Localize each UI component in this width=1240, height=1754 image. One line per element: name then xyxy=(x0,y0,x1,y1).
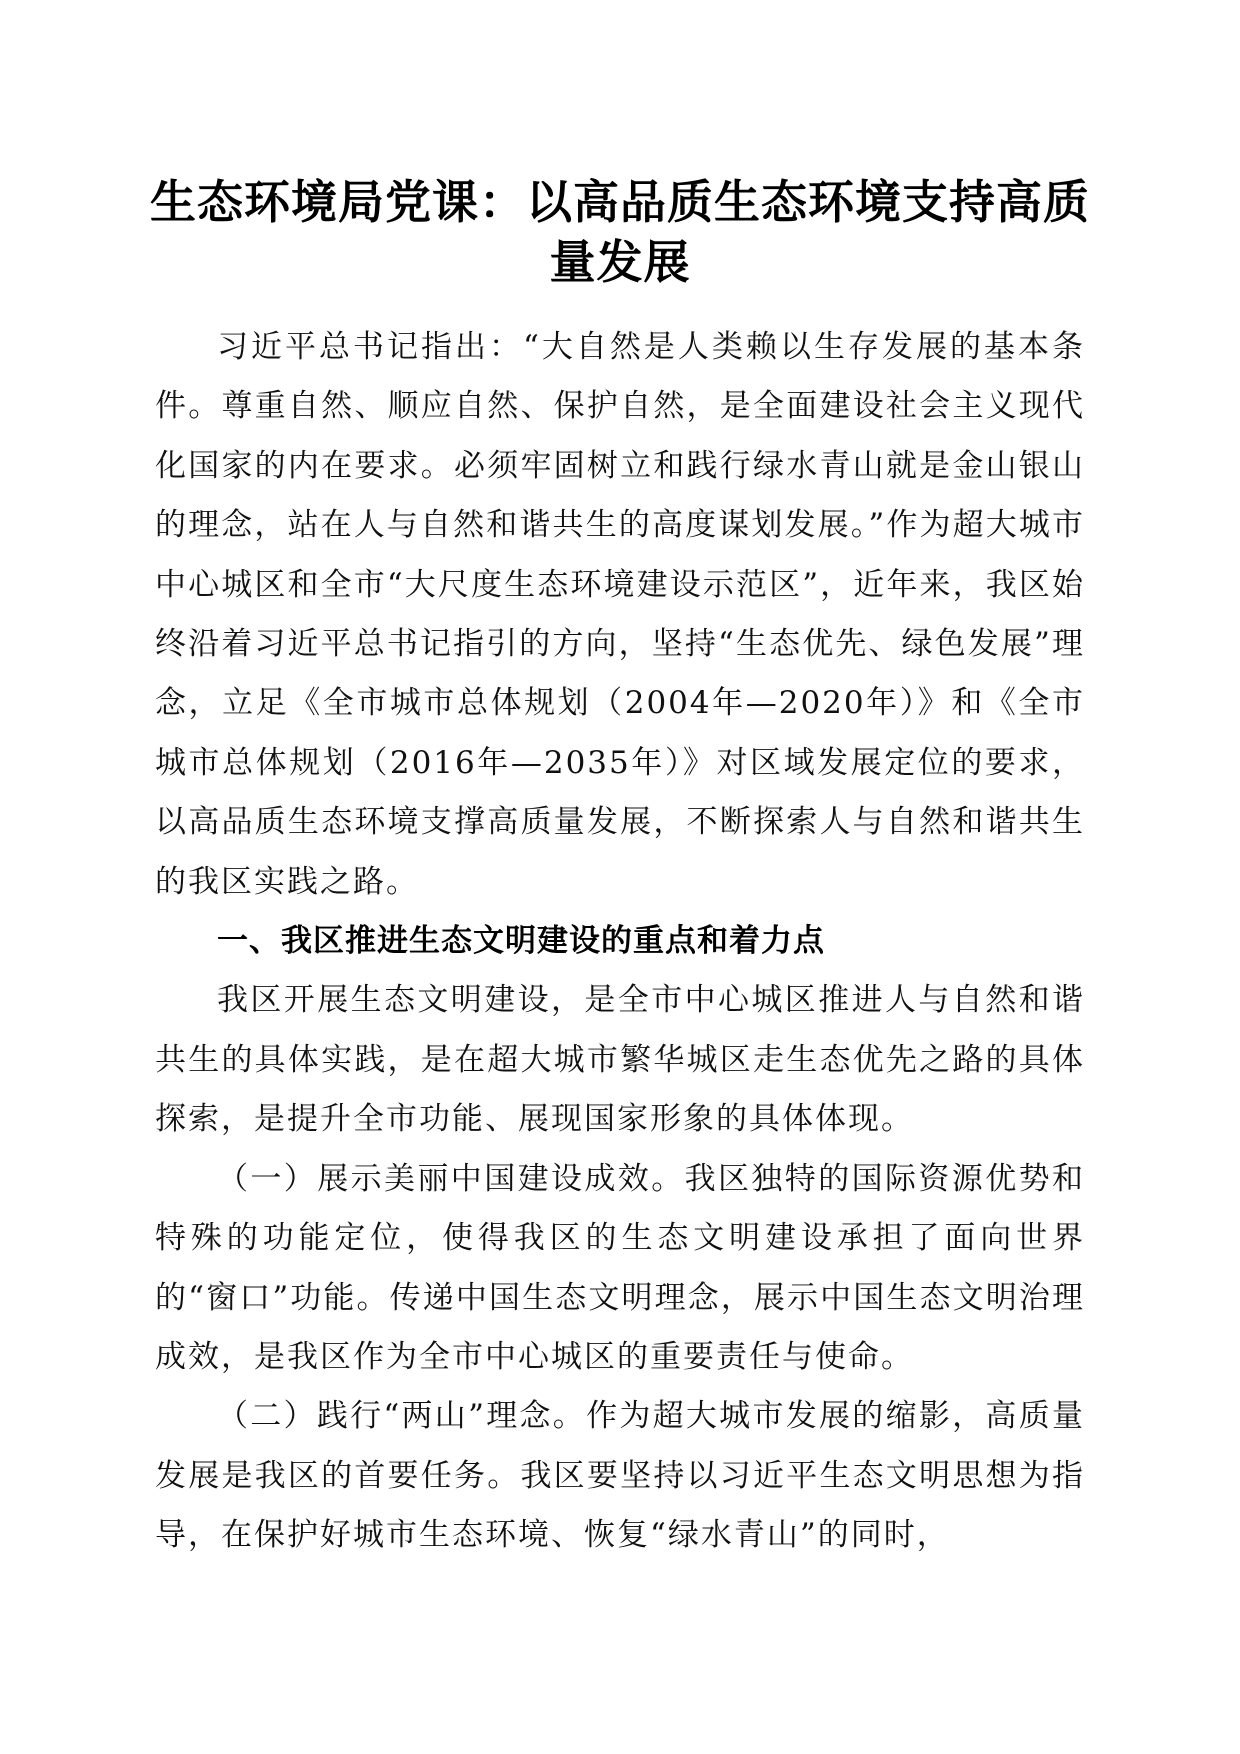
document-title: 生态环境局党课：以高品质生态环境支持高质量发展 xyxy=(150,175,1090,289)
document-body xyxy=(155,318,1085,1566)
intro-paragraph: 习近平总书记指出：“大自然是人类赖以生存发展的基本条件。尊重自然、顺应自然、保护自然，是全面建设社会主义现代化国家的内在要求。必须牢固树立和践行绿水青山就是金山银山的理念，站在人与自然和谐共生的高度谋划发展。”作为超大城市中心城区和全市“大尺度生态环境建设示范区”，近年来，我区始终沿着习近平总书记指引的方向，坚持“生态优先、绿色发展”理念，立足《全市城市总体规划（2004年—2020年）》和《全市城市总体规划（2016年—2035年）》对区域发展定位的要求，以高品质生态环境支撑高质量发展，不断探索人与自然和谐共生的我区实践之路。 xyxy=(155,329,1085,900)
section-1-paragraph: 我区开展生态文明建设，是全市中心城区推进人与自然和谐共生的具体实践，是在超大城市繁华城区走生态优先之路的具体探索，是提升全市功能、展现国家形象的具体体现。 xyxy=(155,982,1085,1138)
subsection-item-2: （二）践行“两山”理念。作为超大城市发展的缩影，高质量发展是我区的首要任务。我区要坚持以习近平生态文明思想为指导，在保护好城市生态环境、恢复“绿水青山”的同时， xyxy=(155,1398,1085,1554)
section-heading-1: 一、我区推进生态文明建设的重点和着力点 xyxy=(217,923,825,960)
subsection-item-1: （一）展示美丽中国建设成效。我区独特的国际资源优势和特殊的功能定位，使得我区的生态文明建设承担了面向世界的“窗口”功能。传递中国生态文明理念，展示中国生态文明治理成效，是我区作为全市中心城区的重要责任与使命。 xyxy=(155,1160,1085,1375)
